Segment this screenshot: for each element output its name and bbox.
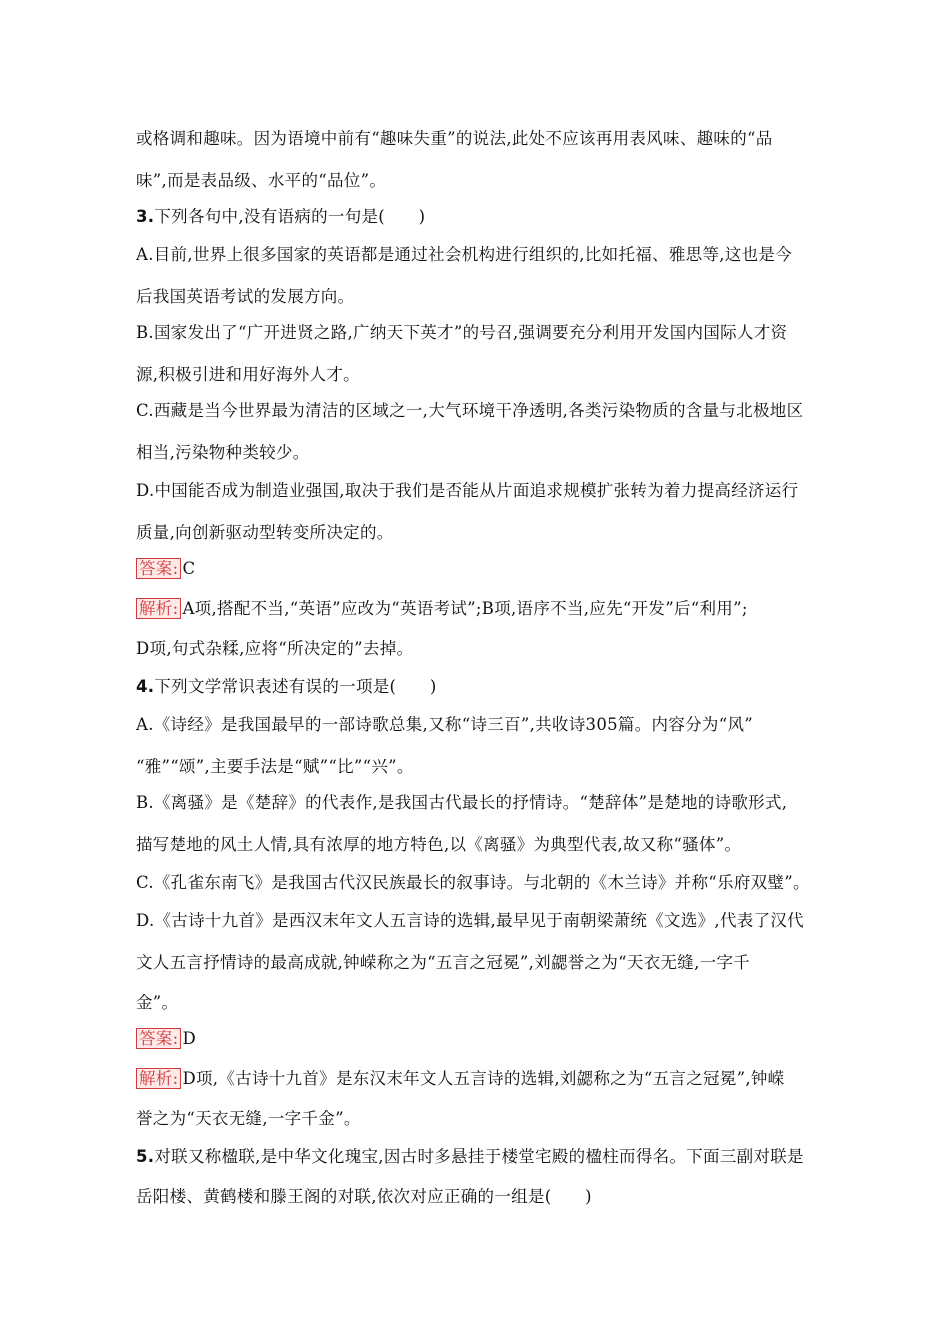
text-line: 味”,而是表品级、水平的“品位”。 <box>136 171 387 190</box>
question-text-line: 岳阳楼、黄鹤楼和滕王阁的对联,依次对应正确的一组是( ) <box>136 1187 592 1206</box>
analysis-line: D项,句式杂糅,应将“所决定的”去掉。 <box>136 639 414 658</box>
text-line: 或格调和趣味。因为语境中前有“趣味失重”的说法,此处不应该再用表风味、趣味的“品 <box>136 129 773 148</box>
option-c-line: 相当,污染物种类较少。 <box>136 443 310 462</box>
analysis-tag: 解析: <box>136 1068 181 1089</box>
option-b-line: 源,积极引进和用好海外人才。 <box>136 365 360 384</box>
option-b-line: B.《离骚》是《楚辞》的代表作,是我国古代最长的抒情诗。“楚辞体”是楚地的诗歌形式, <box>136 793 788 812</box>
option-b-line: 描写楚地的风土人情,具有浓厚的地方特色,以《离骚》为典型代表,故又称“骚体”。 <box>136 835 742 854</box>
option-b-line: B.国家发出了“广开进贤之路,广纳天下英才”的号召,强调要充分利用开发国内国际人才资 <box>136 323 788 342</box>
option-d-line: 质量,向创新驱动型转变所决定的。 <box>136 523 394 542</box>
analysis-line: 誉之为“天衣无缝,一字千金”。 <box>136 1109 361 1128</box>
option-d-line: D.《古诗十九首》是西汉末年文人五言诗的选辑,最早见于南朝梁萧统《文选》,代表了汉代 <box>136 911 804 930</box>
question-text: 下列文学常识表述有误的一项是( ) <box>154 677 437 696</box>
option-d-line: D.中国能否成为制造业强国,取决于我们是否能从片面追求规模扩张转为着力提高经济运行 <box>136 481 799 500</box>
option-d-line: 金”。 <box>136 993 179 1012</box>
option-a-line: 后我国英语考试的发展方向。 <box>136 287 355 306</box>
option-a-line: A.目前,世界上很多国家的英语都是通过社会机构进行组织的,比如托福、雅思等,这也是今 <box>136 245 792 264</box>
question-number: 5. <box>136 1147 155 1166</box>
question-4-stem <box>136 676 437 698</box>
analysis-line <box>136 1068 785 1090</box>
question-text: 下列各句中,没有语病的一句是( ) <box>154 207 426 226</box>
answer-tag: 答案: <box>136 1028 181 1049</box>
answer-line <box>136 558 195 580</box>
question-number: 3. <box>136 207 155 226</box>
question-number: 4. <box>136 677 155 696</box>
answer-tag: 答案: <box>136 558 181 579</box>
question-text: 对联又称楹联,是中华文化瑰宝,因古时多悬挂于楼堂宅殿的楹柱而得名。下面三副对联是 <box>154 1147 804 1166</box>
option-c-line: C.《孔雀东南飞》是我国古代汉民族最长的叙事诗。与北朝的《木兰诗》并称“乐府双璧”。 <box>136 873 810 892</box>
analysis-text: A项,搭配不当,“英语”应改为“英语考试”;B项,语序不当,应先“开发”后“利用”; <box>182 599 748 618</box>
answer-value: C <box>182 559 196 578</box>
question-5-stem <box>136 1146 804 1168</box>
analysis-text: D项,《古诗十九首》是东汉末年文人五言诗的选辑,刘勰称之为“五言之冠冕”,钟嵘 <box>182 1069 785 1088</box>
answer-line <box>136 1028 196 1050</box>
question-3-stem <box>136 206 425 228</box>
option-a-line: A.《诗经》是我国最早的一部诗歌总集,又称“诗三百”,共收诗305篇。内容分为“风” <box>136 715 753 734</box>
analysis-tag: 解析: <box>136 598 181 619</box>
option-d-line: 文人五言抒情诗的最高成就,钟嵘称之为“五言之冠冕”,刘勰誉之为“天衣无缝,一字千 <box>136 953 751 972</box>
analysis-line <box>136 598 748 620</box>
answer-value: D <box>182 1029 196 1048</box>
option-c-line: C.西藏是当今世界最为清洁的区域之一,大气环境干净透明,各类污染物质的含量与北极地区 <box>136 401 804 420</box>
option-a-line: “雅”“颂”,主要手法是“赋”“比”“兴”。 <box>136 757 414 776</box>
